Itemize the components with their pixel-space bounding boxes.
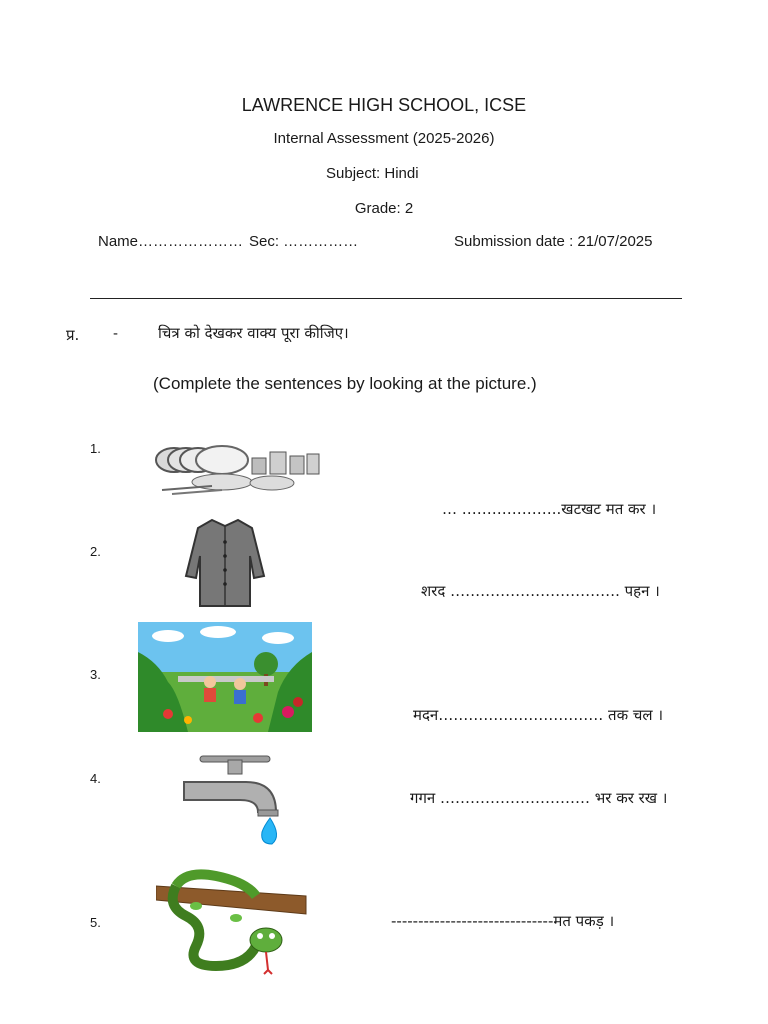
item-sentence: मदन…………………………… तक चल । (413, 706, 664, 724)
submission-date: Submission date : 21/07/2025 (454, 233, 653, 250)
item-number: 3. (90, 667, 101, 682)
question-instruction-english: (Complete the sentences by looking at the picture.) (153, 374, 537, 393)
question-dash: - (113, 325, 118, 342)
item-number: 5. (90, 915, 101, 930)
snake-image (156, 866, 308, 978)
tap-image (180, 752, 290, 848)
coat-image (180, 516, 270, 608)
utensils-image (152, 438, 322, 498)
item-number: 4. (90, 771, 101, 786)
header-divider (90, 298, 682, 299)
name-field: Name………………… (98, 233, 244, 250)
question-instruction-hindi: चित्र को देखकर वाक्य पूरा कीजिए। (158, 324, 349, 342)
school-name: LAWRENCE HIGH SCHOOL, ICSE (241, 95, 527, 115)
item-number: 1. (90, 441, 101, 456)
grade-label: Grade: 2 (354, 200, 414, 217)
item-sentence: … ………………..खटखट मत कर । (442, 500, 657, 518)
assessment-title: Internal Assessment (2025-2026) (273, 130, 495, 147)
garden-image (138, 622, 312, 732)
question-prefix: प्र. (66, 326, 80, 344)
section-field: Sec: …………… (249, 233, 359, 250)
item-sentence: शरद ……………………………. पहन । (421, 582, 660, 600)
item-number: 2. (90, 544, 101, 559)
subject-label: Subject: Hindi (326, 165, 419, 182)
item-sentence: ------------------------------मत पकड़ । (391, 912, 615, 930)
item-sentence: गगन ………………………… भर कर रख । (410, 789, 668, 807)
